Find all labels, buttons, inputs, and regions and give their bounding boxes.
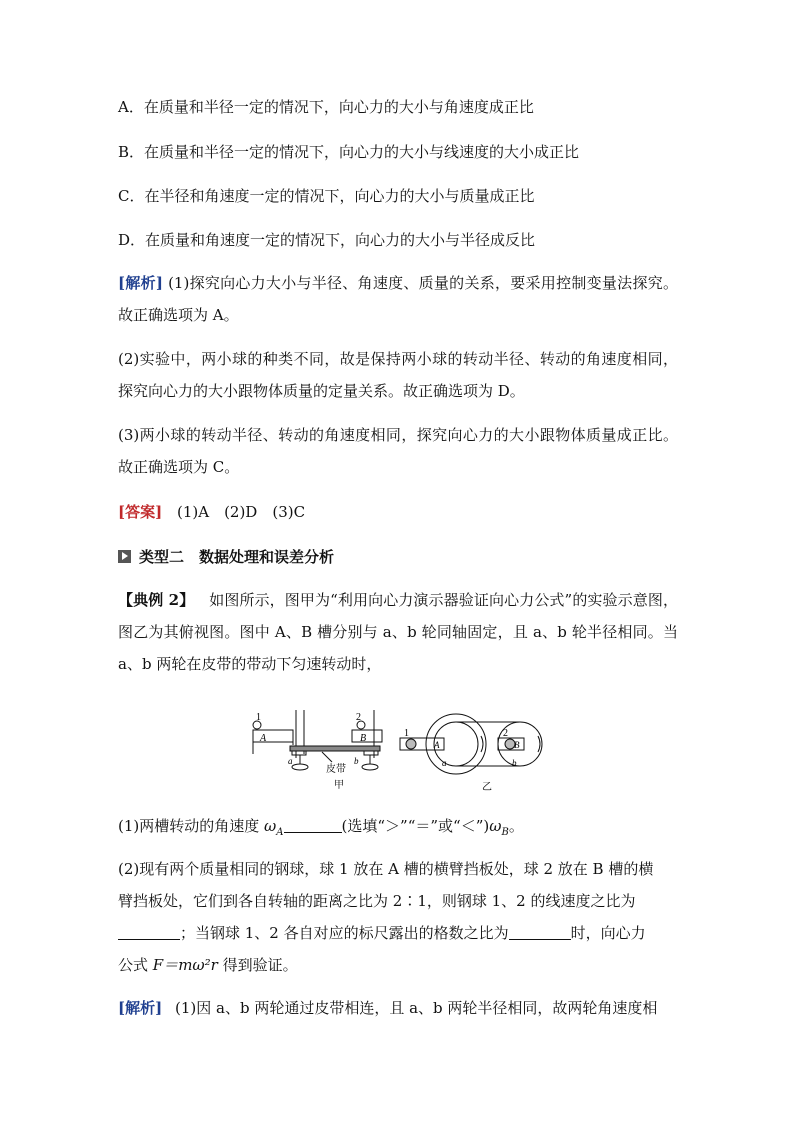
answer-line: [118, 502, 305, 522]
figure-label-A: A: [260, 733, 267, 744]
figure-yi-label-a: a: [442, 758, 447, 768]
centripetal-force-apparatus-figure: [248, 708, 558, 792]
q2-line-3b: 时，向心力: [570, 924, 646, 942]
example-tag: 【典例 2】: [118, 591, 195, 609]
q2-blank-1[interactable]: [118, 924, 180, 940]
figure-label-a: a: [288, 756, 293, 766]
q2-line-4a: 公式: [118, 956, 153, 974]
option-c: C．在半径和角速度一定的情况下，向心力的大小与质量成正比: [118, 187, 535, 205]
section-heading-text: 类型二 数据处理和误差分析: [139, 548, 335, 566]
analysis-2-line: [118, 998, 657, 1018]
figure-yi-label-1: 1: [404, 728, 409, 739]
q2-line-2: 臂挡板处，它们到各自转轴的距离之比为 2∶1，则钢球 1、2 的线速度之比为: [118, 892, 636, 910]
figure-yi-label-A: A: [434, 740, 440, 750]
figure-yi-label-B: B: [514, 740, 520, 750]
q2-line-4b: 得到验证。: [217, 956, 298, 974]
q2-line-3a: ；当钢球 1、2 各自对应的标尺露出的格数之比为: [180, 924, 509, 942]
figure-label-1: 1: [256, 712, 261, 723]
play-triangle-icon: [118, 550, 131, 563]
q2-line-4: [118, 955, 298, 975]
answer-text: (1)A (2)D (3)C: [176, 503, 306, 521]
example-text: 如图所示，图甲为“利用向心力演示器验证向心力公式”的实验示意图，图乙为其俯视图。图中 A、B 槽分别与 a、b 轮同轴固定，且 a、b 轮半径相同。当 a、b 两轮在皮带的带动下匀速转动时，: [118, 591, 678, 673]
q1-post: (选填“＞”“＝”或“＜”): [341, 817, 490, 835]
q1-prefix: (1)两槽转动的角速度: [118, 817, 265, 835]
figure-yi-label: 乙: [482, 782, 492, 792]
q2-blank-2[interactable]: [509, 924, 571, 940]
q1-omega-b: ω: [489, 817, 502, 835]
figure-label-2: 2: [356, 712, 361, 723]
analysis-tag: [解析]: [118, 274, 164, 292]
figure-yi-label-b: b: [512, 758, 517, 768]
q1-end: 。: [508, 817, 524, 835]
q2-line-3: [118, 923, 646, 943]
figure-yi-label-2: 2: [503, 728, 508, 739]
option-a: A．在质量和半径一定的情况下，向心力的大小与角速度成正比: [118, 98, 534, 116]
analysis-paragraph-1: [118, 267, 678, 331]
q1-sub-b: B: [501, 827, 509, 838]
q1-omega-a: ω: [264, 817, 277, 835]
figure-label-B: B: [360, 733, 367, 744]
question-1: [118, 816, 524, 843]
q2-line-1: (2)现有两个质量相同的钢球，球 1 放在 A 槽的横臂挡板处，球 2 放在 B 槽的横: [118, 860, 654, 878]
q2-formula: F＝mω²r: [152, 956, 218, 974]
q1-answer-blank[interactable]: [284, 817, 342, 833]
figure-belt-label: 皮带: [326, 764, 346, 775]
answer-tag: [答案]: [118, 503, 163, 521]
q1-sub-a: A: [276, 827, 284, 838]
analysis-2-tag: [解析]: [118, 999, 163, 1017]
option-b: B．在质量和半径一定的情况下，向心力的大小与线速度的大小成正比: [118, 143, 580, 161]
analysis-paragraph-2: (2)实验中，两小球的种类不同，故是保持两小球的转动半径、转动的角速度相同，探究向心力的大小跟物体质量的定量关系。故正确选项为 D。: [118, 350, 678, 400]
section-heading: [118, 546, 334, 567]
figure-label-b: b: [354, 756, 359, 766]
example-2-paragraph: [118, 584, 678, 680]
analysis-2-text: (1)因 a、b 两轮通过皮带相连，且 a、b 两轮半径相同，故两轮角速度相: [174, 999, 658, 1017]
option-d: D．在质量和角速度一定的情况下，向心力的大小与半径成反比: [118, 231, 536, 249]
analysis-text-1: (1)探究向心力大小与半径、角速度、质量的关系，要采用控制变量法探究。故正确选项为 A。: [118, 274, 678, 324]
analysis-paragraph-3: (3)两小球的转动半径、转动的角速度相同，探究向心力的大小跟物体质量成正比。故正确选项为 C。: [118, 426, 678, 476]
figure-jia-label: 甲: [334, 780, 344, 791]
